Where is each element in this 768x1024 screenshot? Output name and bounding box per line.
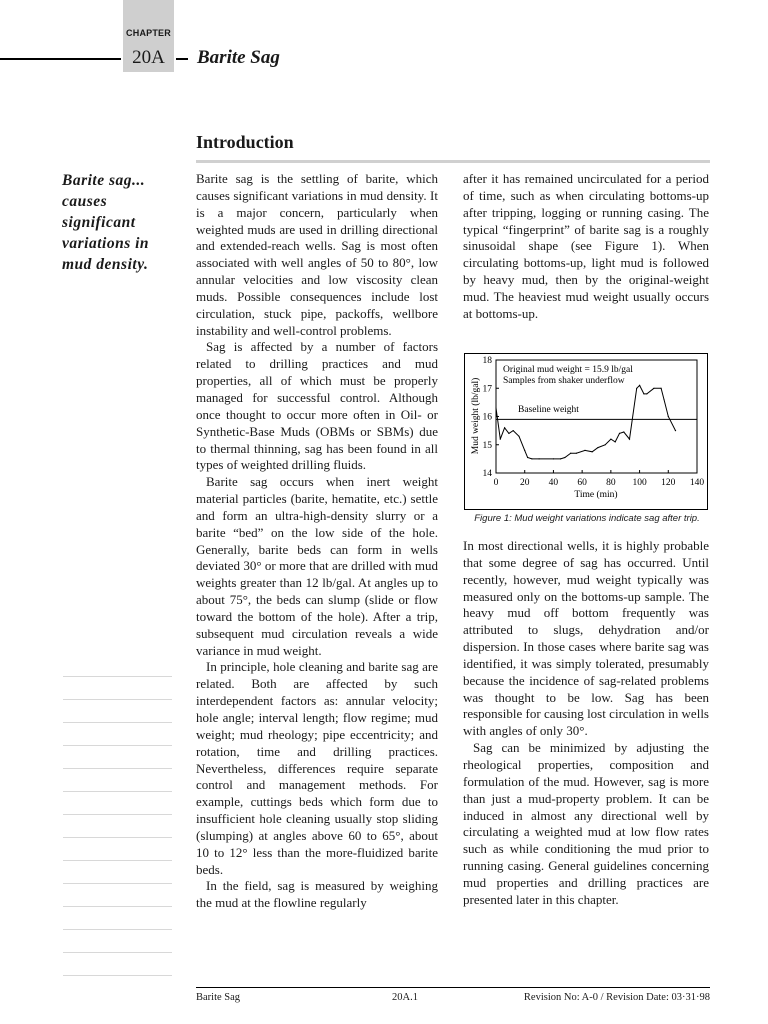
data-point: [504, 427, 505, 428]
annotation-samples: Samples from shaker underflow: [503, 376, 625, 386]
mud-weight-chart: [464, 353, 708, 510]
header-rule-left: [0, 58, 121, 60]
paragraph: Sag is affected by a number of factors related to drilling practices and mud properties, all of which must be properly managed for successful control. Although once thought to occur more often in Oil- or Synthetic-Base Muds (OBMs or SBMs) due to thermal thinning, sag has been found in all types of weighted drilling fluids.: [196, 339, 438, 473]
data-point: [527, 457, 528, 458]
chapter-label: CHAPTER: [126, 28, 171, 38]
data-point: [643, 393, 644, 394]
footer-rule: [196, 987, 710, 988]
data-point: [508, 433, 509, 434]
data-point: [668, 416, 669, 417]
data-point: [639, 385, 640, 386]
x-tick-label: 140: [689, 478, 705, 488]
data-point: [615, 441, 616, 442]
text-column-1: [196, 171, 438, 912]
data-point: [646, 393, 647, 394]
header-rule-right: [176, 58, 188, 60]
data-point: [629, 439, 630, 440]
footer-page-number: 20A.1: [392, 992, 418, 1003]
paragraph: Sag can be minimized by adjusting the rheological properties, composition and formulation of the mud. However, sag is more than just a mud-property problem. It can be induced in almost any directional well by circulating a weighted mud at low flow rates such as while conditioning the mud prior to running casing. General guidelines concerning mud properties and drilling practices are presented later in this chapter.: [463, 740, 709, 907]
data-point: [560, 458, 561, 459]
x-tick-label: 100: [632, 478, 647, 488]
section-rule: [196, 160, 710, 163]
data-point: [539, 458, 540, 459]
y-tick-label: 18: [482, 356, 492, 366]
data-point: [623, 431, 624, 432]
x-tick-label: 40: [548, 478, 559, 488]
data-point: [576, 453, 577, 454]
data-point: [524, 450, 525, 451]
pull-quote: Barite sag... causes significant variations in mud density.: [62, 172, 150, 273]
data-point: [584, 450, 585, 451]
data-point: [570, 453, 571, 454]
data-point: [495, 407, 496, 408]
data-point: [518, 436, 519, 437]
data-point: [675, 430, 676, 431]
text-column-2-top: [463, 171, 709, 323]
data-point: [531, 458, 532, 459]
x-tick-label: 60: [577, 478, 587, 488]
margin-note-lines: [63, 654, 172, 976]
data-point: [610, 439, 611, 440]
data-point: [513, 430, 514, 431]
x-tick-label: 120: [661, 478, 676, 488]
paragraph: In principle, hole cleaning and barite sag are related. Both are affected by such interdependent factors as: annular velocity; hole angle; interval length; flow regime; mud weight; mud rheology; pipe eccentricity; and rotation, time and drilling practices. Nevertheless, differences require separate control and management methods. For example, cuttings beds which form due to insufficient hole cleaning usually stop sliding (slumping) at angles above 60 to 65°, about 10 to 12° less than the more-fluidized barite beds.: [196, 659, 438, 877]
x-axis-label: Time (min): [574, 490, 618, 500]
x-tick-label: 0: [493, 478, 499, 488]
figure-1: [464, 353, 708, 510]
footer-chapter-title: Barite Sag: [196, 992, 241, 1003]
data-point: [605, 444, 606, 445]
figure-caption: Figure 1: Mud weight variations indicate sag after trip.: [474, 513, 700, 524]
chapter-number: 20A: [132, 47, 165, 68]
paragraph: after it has remained uncirculated for a period of time, such as when circulating bottoms-up after tripping, logging or running casing. The typical “fingerprint” of barite sag is a roughly sinusoidal shape (see Figure 1). When circulating bottoms-up, light mud is followed by heavy mud, then by the original-weight mud. The heaviest mud weight usually occurs at bottoms-up.: [463, 171, 709, 321]
x-tick-label: 20: [519, 478, 530, 488]
data-point: [663, 399, 664, 400]
data-point: [597, 447, 598, 448]
data-point: [653, 388, 654, 389]
data-point: [661, 388, 662, 389]
y-tick-label: 17: [482, 384, 492, 395]
data-point: [592, 451, 593, 452]
paragraph: Barite sag is the settling of barite, which causes significant variations in mud density. It is a major concern, particularly when weighted muds are used in drilling directional and extended-reach wells. Sag is most often associated with well angles of 50 to 80°, low annular velocities and low viscosity clean muds. Possible consequences include lost circulation, stuck pipe, packoffs, wellbore instability and well-control problems.: [196, 171, 438, 338]
text-column-2-bottom: [463, 538, 709, 909]
y-tick-label: 14: [482, 469, 492, 479]
data-point: [619, 433, 620, 434]
x-tick-label: 80: [606, 478, 616, 488]
data-point: [553, 458, 554, 459]
footer-revision: Revision No: A-0 / Revision Date: 03·31·98: [523, 992, 710, 1003]
y-axis-label: Mud weight (lb/gal): [471, 377, 481, 455]
data-point: [636, 388, 637, 389]
section-heading: Introduction: [196, 132, 294, 152]
annotation-original-weight: Original mud weight = 15.9 lb/gal: [503, 365, 633, 375]
paragraph: In most directional wells, it is highly probable that some degree of sag has occurred. Until recently, however, mud weight typically was measured only on the bottoms-up sample. The heavy mud off bottom frequently was attributed to slugs, dehydration and/or dispersion. In those cases where barite sag was identified, it was simply tolerated, presumably because the incidence of sag-related problems was thought to be low. Sag has been responsible for causing lost circulation in wells with angles of only 30°.: [463, 538, 709, 739]
baseline-label: Baseline weight: [518, 405, 579, 415]
y-tick-label: 16: [482, 412, 492, 423]
data-point: [500, 439, 501, 440]
paragraph: In the field, sag is measured by weighing the mud at the flowline regularly: [196, 878, 438, 911]
data-point: [564, 457, 565, 458]
y-tick-label: 15: [482, 440, 492, 451]
chapter-title: Barite Sag: [197, 47, 280, 68]
paragraph: Barite sag occurs when inert weight material particles (barite, hematite, etc.) settle and form an ultra-high-density slurry or a barite “bed” on the low side of the hole. Generally, barite beds can form in wells deviated 30° or more that are drilled with mud weights greater than 12 lb/gal. At angles up to about 75°, the beds can slump (slide or flow toward the bottom of the hole). After a trip, subsequent mud circulation reveals a wide variance in mud weight.: [196, 474, 438, 658]
